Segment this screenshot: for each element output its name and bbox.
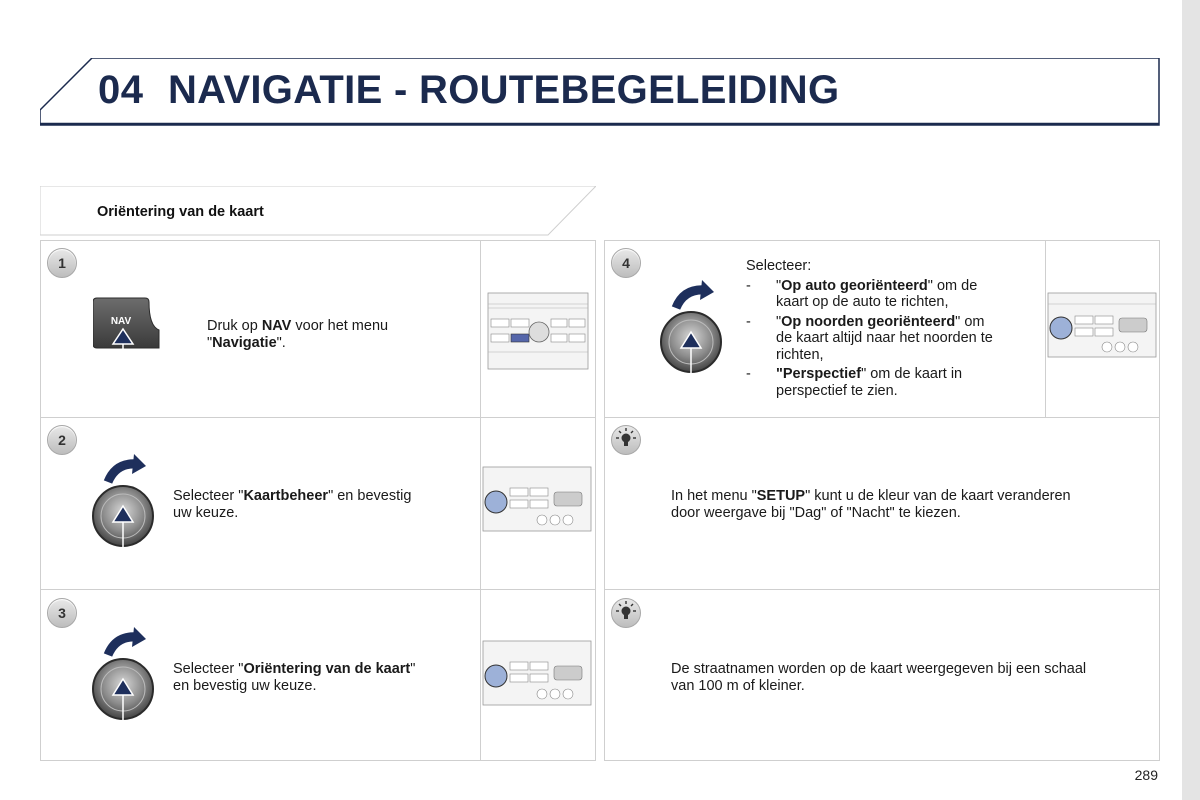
step-4-badge: 4 <box>611 248 641 278</box>
column-divider <box>480 240 481 761</box>
chapter-number: 04 <box>98 68 144 112</box>
row-divider <box>604 417 1160 418</box>
step-4-intro: Selecteer: <box>746 258 812 274</box>
step-1-badge: 1 <box>47 248 77 278</box>
radio-panel-illustration <box>1047 292 1157 358</box>
nav-button-label: NAV <box>110 316 132 327</box>
page-number: 289 <box>1134 767 1158 783</box>
row-divider <box>40 589 596 590</box>
tip-bulb-icon <box>611 598 641 628</box>
option-list-item: - "Perspectief" om de kaart in perspectief te zien. <box>746 366 963 399</box>
section-heading: Oriëntering van de kaart <box>97 204 264 220</box>
rotary-knob-icon <box>88 625 160 725</box>
option-list-item: - "Op auto georiënteerd" om de kaart op de auto te richten, <box>746 277 978 310</box>
step-2-text: Selecteer "Kaartbeheer" en bevestig uw keuze. <box>173 488 412 521</box>
step-4-text <box>746 258 1038 399</box>
page-title: NAVIGATIE - ROUTEBEGELEIDING <box>168 68 840 112</box>
section-tab <box>40 186 596 236</box>
rotary-knob-icon <box>656 278 728 378</box>
row-divider <box>40 417 596 418</box>
tip-bulb-icon <box>611 425 641 455</box>
tip-2-text: De straatnamen worden op de kaart weergegeven bij een schaal van 100 m of kleiner. <box>671 661 1087 694</box>
page-edge-strip <box>1182 0 1200 800</box>
chapter-header <box>40 58 1160 126</box>
step-3-badge: 3 <box>47 598 77 628</box>
column-divider <box>1045 240 1046 418</box>
radio-panel-illustration <box>487 292 589 370</box>
step-3-text: Selecteer "Oriëntering van de kaart" en bevestig uw keuze. <box>173 661 416 694</box>
step-2-badge: 2 <box>47 425 77 455</box>
radio-panel-illustration <box>482 466 592 532</box>
nav-button-icon <box>93 296 175 368</box>
radio-panel-illustration <box>482 640 592 706</box>
row-divider <box>604 589 1160 590</box>
step-1-text: Druk op NAV voor het menu "Navigatie". <box>207 318 389 351</box>
tip-1-text: In het menu "SETUP" kunt u de kleur van de kaart veranderen door weergave bij "Dag" of "Nacht" te kiezen. <box>671 488 1071 521</box>
option-list-item: - "Op noorden georiënteerd" om de kaart altijd naar het noorden te richten, <box>746 313 993 363</box>
rotary-knob-icon <box>88 452 160 552</box>
